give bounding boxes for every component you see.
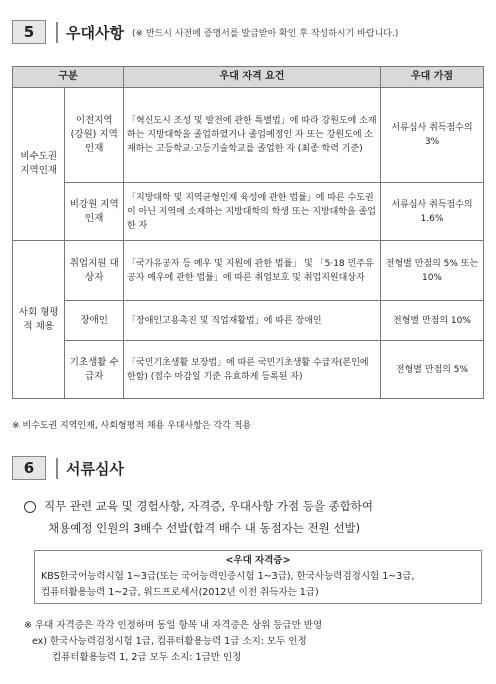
section-note: (※ 반드시 사전에 증명서를 발급받아 확인 후 작성하시기 바랍니다.): [131, 28, 399, 39]
row-points: 전형별 만점의 10%: [381, 301, 484, 341]
section-number: 5: [12, 20, 46, 44]
section-title: 서류심사: [56, 458, 124, 479]
header-points: 우대 가점: [381, 67, 484, 88]
row-condition: 「지방대학 및 지역균형인재 육성에 관한 법률」에 따른 수도권이 아닌 지역에 소재하는 지방대학의 학생 또는 지방대학을 졸업한 자: [124, 183, 381, 241]
bullet-line: 직무 관련 교육 및 경험사항, 자격증, 우대사항 가점 등을 종합하여: [44, 499, 374, 513]
row-condition: 「국가유공자 등 예우 및 지원에 관한 법률」 및 「5·18 민주유공자 예우에 관한 법률」에 따른 취업보호 및 취업지원대상자: [124, 241, 381, 301]
box-line: 컴퓨터활용능력 1~2급, 워드프로세서(2012년 이전 취득자는 1급): [41, 587, 319, 598]
row-subcategory: 장애인: [65, 301, 124, 341]
header-requirements: 우대 자격 요건: [124, 67, 381, 88]
row-condition: 「혁신도시 조성 및 발전에 관한 특별법」에 따라 강원도에 소재하는 지방대학을 졸업하였거나 졸업예정인 자 또는 강원도에 소재하는 고등학교·고등기술학교를 졸업한 자 (최종 학력 기준): [124, 88, 381, 183]
group-label: 비수도권 지역인재: [13, 88, 65, 241]
footnote-example: 컴퓨터활용능력 1, 2급 모두 소지: 1급만 인정: [52, 652, 242, 663]
row-condition: 「국민기초생활 보장법」에 따른 국민기초생활 수급자(본인에 한함) (접수 마감일 기준 유효하게 등록된 자): [124, 341, 381, 399]
footnote-line: ※ 우대 자격증은 각각 인정하며 동일 항목 내 자격증은 상위 등급만 반영: [24, 620, 323, 631]
row-points: 서류심사 취득점수의 1.6%: [381, 183, 484, 241]
footnote-example: ex) 한국사능력검정시험 1급, 컴퓨터활용능력 1급 소지: 모두 인정: [32, 636, 307, 647]
row-points: 전형별 만점의 5% 또는 10%: [381, 241, 484, 301]
table-row: [13, 241, 484, 301]
bullet-line: 채용예정 인원의 3배수 선발(합격 배수 내 동점자는 전원 선발): [48, 521, 361, 535]
row-subcategory: 이전지역 (강원) 지역인재: [65, 88, 124, 183]
box-title: <우대 자격증>: [225, 555, 291, 566]
row-subcategory: 취업지원 대상자: [65, 241, 124, 301]
row-condition: 「장애인고용촉진 및 직업재활법」에 따른 장애인: [124, 301, 381, 341]
row-subcategory: 비강원 지역인재: [65, 183, 124, 241]
row-subcategory: 기초생활 수급자: [65, 341, 124, 399]
section-number: 6: [12, 456, 46, 480]
screening-bullet: [24, 495, 484, 539]
box-line: KBS한국어능력시험 1~3급(또는 국어능력인증시험 1~3급), 한국사능력검정시험 1~3급,: [41, 571, 415, 582]
table-footnote: ※ 비수도권 지역인재, 사회형평적 채용 우대사항은 각각 적용: [12, 421, 252, 431]
preference-table: [12, 66, 484, 399]
table-row: [13, 341, 484, 399]
table-row: [13, 88, 484, 183]
group-label: 사회 형평적 채용: [13, 241, 65, 399]
section-6-header: [12, 456, 124, 480]
header-category: 구분: [13, 67, 124, 88]
row-points: 서류심사 취득점수의 3%: [381, 88, 484, 183]
section-5-header: [12, 20, 398, 44]
row-points: 전형별 만점의 5%: [381, 341, 484, 399]
table-row: [13, 183, 484, 241]
section-title: 우대사항: [56, 22, 124, 43]
circle-bullet-icon: [24, 501, 36, 513]
table-row: [13, 301, 484, 341]
certificate-box: [34, 550, 482, 604]
table-header-row: [13, 67, 484, 88]
certificate-footnote: [24, 618, 322, 666]
